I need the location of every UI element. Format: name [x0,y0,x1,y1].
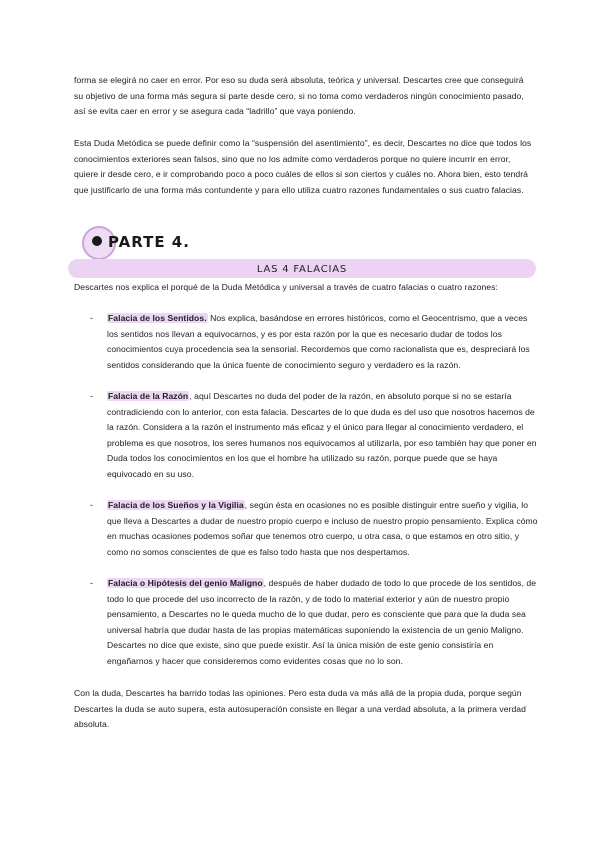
list-item-text: , según ésta en ocasiones no es posible distinguir entre sueño y vigilia, lo que lleva a Descartes a dudar de nuestro propio cuerpo e incluso de nuestro propio pensamiento. Explica cómo en muchas ocasiones podemos soñar que tenemos otro cuerpo, u otra casa, o que estamos en otro sitio, y como no somos conscientes de que es falso todo hasta que nos despertamos. [107,500,538,557]
list-item-term: Falacia de los Sueños y la Vigilia [108,500,244,510]
list-item-text: , después de haber dudado de todo lo que procede de los sentidos, de todo lo que procede del uso incorrecto de la razón, y de todo lo material exterior y aún de nuestro propio pensamiento, a Descartes no le queda mucho de lo que dudar, pero es consciente que para que la duda sea universal habría que dudar hasta de las propias matemáticas suponiendo la existencia de un genio Maligno. Descartes no dice que existe, sino que puede existir. Así la única misión de este genio consistiría en engañarnos y hacer que consideremos como evidentes cosas que no lo son. [107,578,537,666]
section-lead: Descartes nos explica el porqué de la Duda Metódica y universal a través de cuatro falacias o cuatro razones: [74,282,498,292]
list-dash: - [90,391,93,401]
list-item [107,576,539,670]
list-item-term: Falacia de la Razón [108,391,189,401]
part-title: PARTE 4. [108,233,190,251]
list-item-term: Falacia o Hipótesis del genio Maligno [108,578,263,588]
list-item-term: Falacia de los Sentidos. [108,313,207,323]
intro-paragraph-1: forma se elegirá no caer en error. Por eso su duda será absoluta, teórica y universal. Descartes cree que conseguirá su objetivo de una forma más segura si parte desde cero, si no toma como verdaderos ningún conocimiento pasado, así se evita caer en error y se asegura cada “ladrillo” que vaya poniendo. [74,75,524,117]
list-dash: - [90,500,93,510]
bullet-dot-icon [92,236,102,246]
section-banner-title: LAS 4 FALACIAS [256,264,348,275]
intro-paragraph-2: Esta Duda Metódica se puede definir como la “suspensión del asentimiento”, es decir, Descartes no dice que todos los conocimientos exteriores sean falsos, sino que no los admite como verdaderos porque no quiere incurrir en error, quiere ir desde cero, e ir comprobando poco a poco cuáles de ellos si son ciertos y cuáles no. Ahora bien, esto tendrá que justificarlo de una forma más contundente y para ello utiliza cuatro razones fundamentales o sus cuatro falacias. [74,138,532,195]
list-dash: - [90,578,93,588]
list-item [107,498,539,560]
part-heading [82,226,190,260]
section-banner [68,259,536,278]
list-item-text: Nos explica, basándose en errores históricos, como el Geocentrismo, que a veces los sentidos nos llevan a equivocarnos, y es por esta razón por la que es necesario dudar de todos los conocimientos cuya procedencia sea la sensorial. Recordemos que como racionalista que es, despreciará los sentidos considerando que la única fuente de conocimiento seguro y verdadero es la razón. [107,313,530,370]
list-item-text: , aquí Descartes no duda del poder de la razón, en absoluto porque si no se estaría contradiciendo con lo anterior, con esta falacia. Descartes de lo que duda es del uso que nosotros hacemos de la razón. Considera a la razón el instrumento más eficaz y el único para llegar al conocimiento verdadero, el problema es que nosotros, los seres humanos nos equivocamos al utilizarla, por eso también hay que poner en Duda todos los conocimientos en los que el hombre ha utilizado su razón, porque puede que se haya equivocado en su uso. [107,391,537,479]
list-dash: - [90,313,93,323]
list-item [107,311,539,373]
list-item [107,389,539,483]
closing-paragraph: Con la duda, Descartes ha barrido todas las opiniones. Pero esta duda va más allá de la propia duda, porque según Descartes la duda se auto supera, esta autosuperación consiste en llegar a una verdad absoluta, a la primera verdad absoluta. [74,688,526,730]
